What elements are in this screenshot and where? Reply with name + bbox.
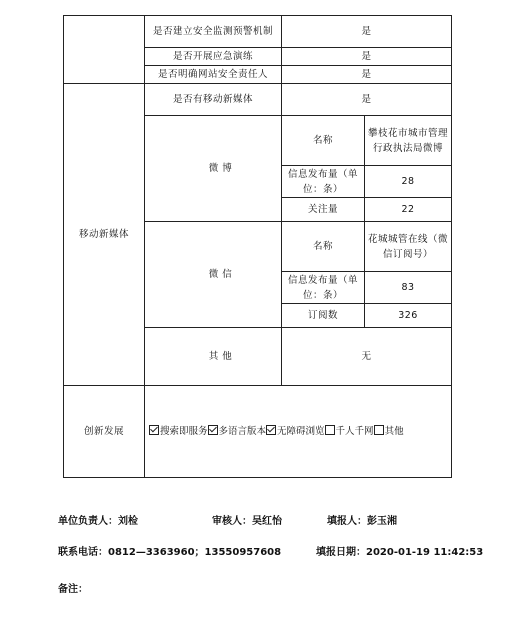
wechat-subs-value: 326 xyxy=(365,304,452,328)
weibo-posts-label: 信息发布量（单位：条） xyxy=(282,166,365,198)
row-label-drill: 是否开展应急演练 xyxy=(145,48,282,66)
row-label-monitoring: 是否建立安全监测预警机制 xyxy=(145,16,282,48)
option-label: 无障碍浏览 xyxy=(277,426,325,437)
innovation-option-multilang[interactable] xyxy=(208,424,267,439)
report-table xyxy=(63,15,452,478)
weibo-posts-value: 28 xyxy=(365,166,452,198)
weibo-follow-value: 22 xyxy=(365,198,452,222)
checkbox-checked-icon[interactable] xyxy=(208,425,218,435)
footer-filler: 填报人：彭玉湘 xyxy=(327,516,397,527)
wechat-name-value: 花城城管在线（微信订阅号） xyxy=(365,222,452,272)
innovation-option-personalized[interactable] xyxy=(325,424,374,439)
checkbox-empty-icon[interactable] xyxy=(374,425,384,435)
has-mobile-label: 是否有移动新媒体 xyxy=(145,84,282,116)
weibo-label: 微 博 xyxy=(145,116,282,222)
option-label: 其他 xyxy=(384,426,404,437)
checkbox-empty-icon[interactable] xyxy=(325,425,335,435)
option-label: 搜索即服务 xyxy=(160,426,208,437)
checkbox-checked-icon[interactable] xyxy=(266,425,276,435)
footer-reviewer: 审核人：吴红怡 xyxy=(212,516,282,527)
mobile-section-label: 移动新媒体 xyxy=(64,84,145,386)
row-label-responsible: 是否明确网站安全责任人 xyxy=(145,66,282,84)
option-label: 多语言版本 xyxy=(218,426,267,437)
weibo-name-value: 攀枝花市城市管理行政执法局微博 xyxy=(365,116,452,166)
checkbox-checked-icon[interactable] xyxy=(149,425,159,435)
section-blank-cell xyxy=(64,16,145,84)
footer-remarks: 备注： xyxy=(58,584,88,595)
innovation-label: 创新发展 xyxy=(64,386,145,478)
weibo-follow-label: 关注量 xyxy=(282,198,365,222)
innovation-option-accessible[interactable] xyxy=(266,424,325,439)
other-value: 无 xyxy=(282,328,452,386)
has-mobile-value: 是 xyxy=(282,84,452,116)
row-value-responsible: 是 xyxy=(282,66,452,84)
wechat-name-label: 名称 xyxy=(282,222,365,272)
footer-phone: 联系电话：0812—3363960；13550957608 xyxy=(58,547,282,558)
wechat-label: 微 信 xyxy=(145,222,282,328)
option-label: 千人千网 xyxy=(335,426,374,437)
footer-date: 填报日期：2020-01-19 11:42:53 xyxy=(316,547,484,558)
innovation-options xyxy=(145,386,452,478)
wechat-posts-value: 83 xyxy=(365,272,452,304)
footer-responsible: 单位负责人：刘检 xyxy=(58,516,138,527)
innovation-option-search[interactable] xyxy=(149,424,208,439)
innovation-option-other[interactable] xyxy=(374,424,404,439)
row-value-drill: 是 xyxy=(282,48,452,66)
wechat-posts-label: 信息发布量（单位：条） xyxy=(282,272,365,304)
row-value-monitoring: 是 xyxy=(282,16,452,48)
other-label: 其 他 xyxy=(145,328,282,386)
wechat-subs-label: 订阅数 xyxy=(282,304,365,328)
weibo-name-label: 名称 xyxy=(282,116,365,166)
